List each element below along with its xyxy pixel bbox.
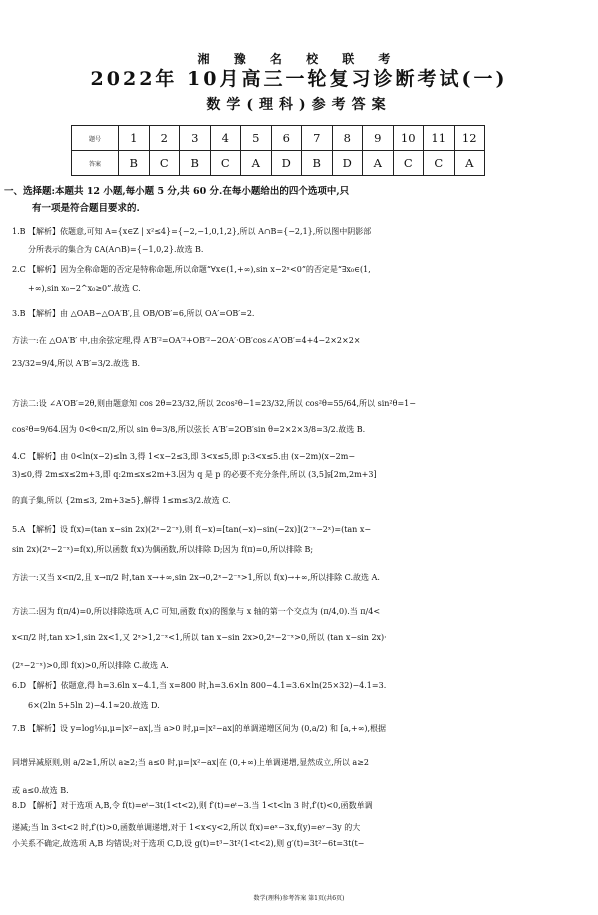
answer-cell: A <box>363 151 394 176</box>
solution-line: 方法二:因为 f(π/4)=0,所以排除选项 A,C 可知,函数 f(x)的图象与 x 轴的第一个交点为 (π/4,0).当 π/4< <box>12 607 381 616</box>
exam-title: 2022年 10月高三一轮复习诊断考试(一) <box>90 68 508 90</box>
solution-line: 1.B 【解析】依题意,可知 A={x∈Z | x²≤4}={−2,−1,0,1,2},所以 A∩B={−2,1},所以图中阴影部 <box>12 227 372 236</box>
question-number-cell: 12 <box>454 126 485 151</box>
answer-key-table <box>71 125 485 176</box>
solution-line: 小关系不确定,故选项 A,B 均错误;对于选项 C,D,设 g(t)=t³−3t²(1<t<2),则 g′(t)=3t²−6t=3t(t− <box>12 839 365 848</box>
question-number-cell: 1 <box>119 126 150 151</box>
question-number-cell: 6 <box>271 126 302 151</box>
solution-line: (2ˣ−2⁻ˣ)>0,即 f(x)>0,所以排除 C.故选 A. <box>12 661 169 670</box>
answer-cell: B <box>119 151 150 176</box>
solution-line: 7.B 【解析】设 y=log½μ,μ=|x²−ax|,当 a>0 时,μ=|x²−ax|的单调递增区间为 (0,a/2) 和 [a,+∞),根据 <box>12 724 387 733</box>
answer-cell: C <box>210 151 241 176</box>
solution-line: 5.A 【解析】设 f(x)=(tan x−sin 2x)(2ˣ−2⁻ˣ),则 f(−x)=[tan(−x)−sin(−2x)](2⁻ˣ−2ˣ)=(tan x− <box>12 525 372 534</box>
answer-cell: B <box>180 151 211 176</box>
answer-cell: C <box>393 151 424 176</box>
question-number-cell: 2 <box>149 126 180 151</box>
question-number-cell: 3 <box>180 126 211 151</box>
answer-cell: A <box>454 151 485 176</box>
solution-line: 同增异减原则,则 a/2≥1,所以 a≥2;当 a≤0 时,μ=|x²−ax|在 (0,+∞)上单调递增,显然成立,所以 a≥2 <box>12 758 369 767</box>
section-heading-line: 有一项是符合题目要求的. <box>32 203 140 214</box>
answer-cell: A <box>241 151 272 176</box>
solution-line: +∞),sin x₀−2^x₀≥0”.故选 C. <box>28 284 141 293</box>
solution-line: 6.D 【解析】依题意,得 h=3.6ln x−4.1,当 x=800 时,h=3.6×ln 800−4.1=3.6×ln(25×32)−4.1=3. <box>12 681 387 690</box>
question-number-cell: 5 <box>241 126 272 151</box>
question-number-cell: 8 <box>332 126 363 151</box>
solution-line: 分所表示的集合为 ∁A(A∩B)={−1,0,2}.故选 B. <box>28 245 204 254</box>
solution-line: 8.D 【解析】对于选项 A,B,令 f(t)=eᵗ−3t(1<t<2),则 f′(t)=eᵗ−3.当 1<t<ln 3 时,f′(t)<0,函数单调 <box>12 801 373 810</box>
question-number-cell: 10 <box>393 126 424 151</box>
answer-cell: B <box>302 151 333 176</box>
answer-cell: D <box>271 151 302 176</box>
question-number-cell: 4 <box>210 126 241 151</box>
solution-line: sin 2x)(2ˣ−2⁻ˣ)=f(x),所以函数 f(x)为偶函数,所以排除 D;因为 f(π)=0,所以排除 B; <box>12 545 314 554</box>
answer-cell: C <box>149 151 180 176</box>
question-number-row <box>72 126 485 151</box>
solution-line: 或 a≤0.故选 B. <box>12 786 69 795</box>
solution-line: cos²θ=9/64.因为 0<θ<π/2,所以 sin θ=3/8,所以弦长 A′B′=2OB′sin θ=2×2×3/8=3/2.故选 B. <box>12 425 366 434</box>
question-number-cell: 9 <box>363 126 394 151</box>
answer-row <box>72 151 485 176</box>
solution-line: 方法一:在 △OA′B′ 中,由余弦定理,得 A′B′²=OA′²+OB′²−2OA′·OB′cos∠A′OB′=4+4−2×2×2× <box>12 336 361 345</box>
solution-line: 的真子集,所以 {2m≤3, 2m+3≥5},解得 1≤m≤3/2.故选 C. <box>12 496 231 505</box>
question-number-label: 题号 <box>72 126 119 151</box>
question-number-cell: 7 <box>302 126 333 151</box>
answer-cell: D <box>332 151 363 176</box>
section-heading <box>4 183 594 217</box>
solution-line: 3.B 【解析】由 △OAB∽△OA′B′,且 OB/OB′=6,所以 OA′=OB′=2. <box>12 309 255 318</box>
solution-line: 2.C 【解析】因为全称命题的否定是特称命题,所以命题“∀x∈(1,+∞),sin x−2ˣ<0”的否定是“∃x₀∈(1, <box>12 265 371 274</box>
page-footer: 数学(理科)参考答案 第1页(共6页) <box>253 895 345 902</box>
solution-line: 6×(2ln 5+5ln 2)−4.1≈20.故选 D. <box>28 701 160 710</box>
solution-line: 3)≤0,得 2m≤x≤2m+3,即 q:2m≤x≤2m+3.因为 q 是 p 的必要不充分条件,所以 (3,5]⫋[2m,2m+3] <box>12 470 377 479</box>
solution-line: 4.C 【解析】由 0<ln(x−2)≤ln 3,得 1<x−2≤3,即 3<x≤5,即 p:3<x≤5.由 (x−2m)(x−2m− <box>12 452 356 461</box>
solution-line: 递减;当 ln 3<t<2 时,f′(t)>0,函数单调递增,对于 1<x<y<2,所以 f(x)=eˣ−3x,f(y)=eʸ−3y 的大 <box>12 823 361 832</box>
solution-line: 方法一:又当 x<π/2,且 x→π/2 时,tan x→+∞,sin 2x→0,2ˣ−2⁻ˣ>1,所以 f(x)→+∞,所以排除 C.故选 A. <box>12 573 380 582</box>
answer-label: 答案 <box>72 151 119 176</box>
solution-line: 23/32=9/4,所以 A′B′=3/2.故选 B. <box>12 359 141 368</box>
document-subtitle: 数学(理科)参考答案 <box>206 97 392 113</box>
section-heading-line: 一、选择题:本题共 12 小题,每小题 5 分,共 60 分.在每小题给出的四个选项中,只 <box>4 186 350 197</box>
question-number-cell: 11 <box>424 126 455 151</box>
answer-cell: C <box>424 151 455 176</box>
exam-organizer: 湘 豫 名 校 联 考 <box>197 52 401 66</box>
solution-line: 方法二:设 ∠A′OB′=2θ,则由题意知 cos 2θ=23/32,所以 2cos²θ−1=23/32,所以 cos²θ=55/64,所以 sin²θ=1− <box>12 399 416 408</box>
solution-line: x<π/2 时,tan x>1,sin 2x<1,又 2ˣ>1,2⁻ˣ<1,所以 tan x−sin 2x>0,2ˣ−2⁻ˣ>0,所以 (tan x−sin 2x)· <box>12 633 387 642</box>
